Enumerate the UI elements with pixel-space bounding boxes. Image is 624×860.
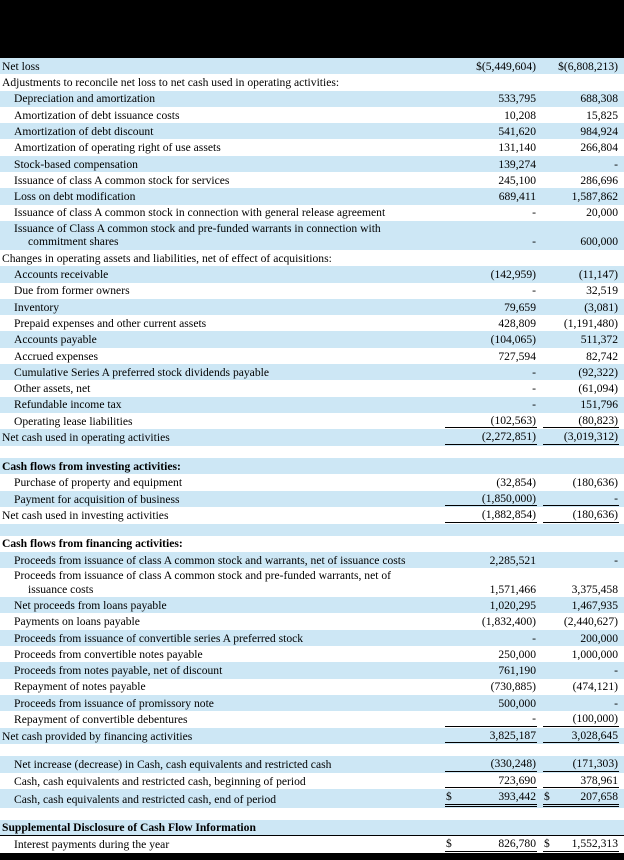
- table-row: [0, 507, 624, 524]
- row-label: Proceeds from issuance of promissory note: [14, 696, 214, 710]
- table-row: [0, 188, 624, 204]
- value-cell: 20,000: [586, 206, 618, 220]
- value-cell: (1,850,000): [445, 492, 537, 507]
- table-row: [0, 536, 624, 552]
- value-cell: -: [532, 206, 536, 220]
- spacer-row: [0, 744, 624, 756]
- table-row: [0, 364, 624, 380]
- table-row: [0, 773, 624, 790]
- row-label: Payment for acquisition of business: [14, 492, 180, 506]
- row-label: Refundable income tax: [14, 398, 122, 412]
- value-cell: (1,882,854): [445, 508, 537, 523]
- value-cell: (180,636): [572, 476, 618, 490]
- dollar-sign: $: [446, 790, 452, 804]
- value-cell: (80,823): [543, 414, 619, 429]
- value-cell: 2,285,521: [489, 553, 536, 567]
- value-cell: 286,696: [580, 173, 618, 187]
- value-cell: 151,796: [580, 398, 618, 412]
- table-row: [0, 820, 624, 837]
- table-row: [0, 380, 624, 396]
- value-cell: 600,000: [580, 235, 618, 249]
- spacer-row: [0, 524, 624, 536]
- row-label: Net increase (decrease) in Cash, cash equivalents and restricted cash: [14, 758, 332, 772]
- value-cell: 15,825: [586, 108, 618, 122]
- row-label-line2: commitment shares: [28, 235, 119, 249]
- value-cell: (102,563): [445, 414, 537, 429]
- row-label: Repayment of convertible debentures: [14, 713, 188, 727]
- row-label: Issuance of class A common stock for services: [14, 173, 230, 187]
- value-cell: 984,924: [580, 124, 618, 138]
- value-cell: 266,804: [580, 141, 618, 155]
- table-row: [0, 630, 624, 646]
- value-cell: [543, 790, 619, 807]
- row-label: Purchase of property and equipment: [14, 476, 183, 490]
- row-label: Loss on debt modification: [14, 190, 136, 204]
- row-label: Net loss: [2, 59, 40, 73]
- row-label: Issuance of Class A common stock and pre-funded warrants in connection with commitment shares: [2, 222, 445, 249]
- value-cell: $(5,449,604): [476, 59, 536, 73]
- row-label: Due from former owners: [14, 284, 130, 298]
- value-cell: 10,208: [504, 108, 536, 122]
- value-cell: 250,000: [498, 647, 536, 661]
- value-cell: -: [614, 157, 618, 171]
- value-cell: (61,094): [578, 382, 618, 396]
- row-label: Issuance of class A common stock in connection with general release agreement: [14, 206, 386, 220]
- row-label: Accounts receivable: [14, 268, 109, 282]
- value-cell: (3,081): [584, 300, 618, 314]
- row-label: Amortization of debt discount: [14, 124, 154, 138]
- value-cell: 200,000: [580, 631, 618, 645]
- row-label: Accounts payable: [14, 333, 97, 347]
- table-row: [0, 568, 624, 597]
- table-row: [0, 139, 624, 155]
- row-label-line2: issuance costs: [28, 582, 94, 596]
- value-cell: 1,020,295: [489, 598, 536, 612]
- value-cell: (1,191,480): [563, 316, 618, 330]
- table-row: [0, 299, 624, 315]
- value-cell: 1,587,862: [571, 190, 618, 204]
- table-row: [0, 491, 624, 508]
- table-row: [0, 711, 624, 728]
- dollar-sign: $: [446, 837, 452, 851]
- row-label: Proceeds from issuance of class A common stock and warrants, net of issuance costs: [14, 553, 406, 567]
- table-row: [0, 679, 624, 695]
- table-row: [0, 429, 624, 446]
- value-cell: -: [532, 631, 536, 645]
- row-label: Cash flows from financing activities:: [2, 537, 183, 551]
- value-cell: (180,636): [543, 508, 619, 523]
- value-cell: (330,248): [445, 757, 537, 772]
- value-cell: 428,809: [498, 316, 536, 330]
- table-row: [0, 266, 624, 282]
- table-row: [0, 74, 624, 90]
- bottom-rule-bar: [0, 853, 624, 860]
- value-cell: (104,065): [490, 333, 536, 347]
- value-cell: $(6,808,213): [558, 59, 618, 73]
- table-row: [0, 756, 624, 773]
- table-row: [0, 552, 624, 568]
- value-cell: -: [543, 492, 619, 507]
- row-label: Amortization of debt issuance costs: [14, 108, 180, 122]
- value-cell: (2,440,627): [563, 615, 618, 629]
- table-row: [0, 458, 624, 474]
- value-cell: -: [532, 398, 536, 412]
- row-label: Proceeds from issuance of convertible series A preferred stock: [14, 631, 304, 645]
- value-cell: 688,308: [580, 92, 618, 106]
- value-cell: 79,659: [504, 300, 536, 314]
- value-cell: 723,690: [445, 774, 537, 789]
- value-cell: (142,959): [490, 268, 536, 282]
- value-cell: -: [532, 235, 536, 249]
- cashflow-rows: [0, 58, 624, 853]
- value-cell: -: [445, 712, 537, 727]
- row-label: Proceeds from convertible notes payable: [14, 647, 203, 661]
- value-cell: -: [614, 696, 618, 710]
- value-cell: (32,854): [496, 476, 536, 490]
- table-row: [0, 695, 624, 711]
- table-row: [0, 221, 624, 250]
- value-cell: 689,411: [498, 190, 536, 204]
- cashflow-table: [0, 58, 624, 853]
- table-row: [0, 123, 624, 139]
- value-cell: 3,825,187: [445, 729, 537, 744]
- row-label: Prepaid expenses and other current assets: [14, 316, 207, 330]
- table-row: [0, 789, 624, 808]
- value-cell: [445, 790, 537, 807]
- table-row: [0, 58, 624, 74]
- value-text: 393,442: [498, 790, 536, 804]
- row-label: Other assets, net: [14, 382, 91, 396]
- table-row: [0, 156, 624, 172]
- value-cell: (2,272,851): [445, 430, 537, 445]
- row-label: Depreciation and amortization: [14, 92, 155, 106]
- value-cell: [445, 837, 537, 852]
- value-cell: (171,303): [543, 757, 619, 772]
- table-row: [0, 413, 624, 430]
- row-label: Proceeds from notes payable, net of discount: [14, 664, 223, 678]
- row-label: Adjustments to reconcile net loss to net cash used in operating activities:: [2, 76, 340, 90]
- row-label: Stock-based compensation: [14, 157, 138, 171]
- value-text: 826,780: [498, 837, 536, 851]
- table-row: [0, 250, 624, 266]
- value-cell: 82,742: [586, 349, 618, 363]
- spacer-row: [0, 446, 624, 458]
- table-row: [0, 836, 624, 853]
- value-cell: -: [614, 553, 618, 567]
- value-cell: 245,100: [498, 173, 536, 187]
- table-row: [0, 205, 624, 221]
- dollar-sign: $: [544, 790, 550, 804]
- table-row: [0, 397, 624, 413]
- row-label: Proceeds from issuance of class A common stock and pre-funded warrants, net of issuance costs: [2, 569, 445, 596]
- value-cell: 727,594: [498, 349, 536, 363]
- top-redaction-bar: [0, 0, 624, 58]
- value-cell: (100,000): [543, 712, 619, 727]
- table-row: [0, 172, 624, 188]
- row-label: Accrued expenses: [14, 349, 99, 363]
- value-cell: 3,028,645: [543, 729, 619, 744]
- table-row: [0, 646, 624, 662]
- row-label: Net cash used in operating activities: [2, 431, 170, 445]
- table-row: [0, 348, 624, 364]
- row-label: Net cash used in investing activities: [2, 509, 169, 523]
- value-cell: [543, 837, 619, 852]
- table-row: [0, 107, 624, 123]
- value-cell: -: [532, 365, 536, 379]
- table-row: [0, 728, 624, 745]
- row-label: Payments on loans payable: [14, 615, 140, 629]
- value-cell: -: [532, 382, 536, 396]
- spacer-row: [0, 808, 624, 820]
- value-cell: 139,274: [498, 157, 536, 171]
- table-row: [0, 597, 624, 613]
- row-label: Net cash provided by financing activities: [2, 729, 193, 743]
- table-row: [0, 91, 624, 107]
- value-cell: 1,571,466: [489, 582, 536, 596]
- value-cell: 761,190: [498, 664, 536, 678]
- table-row: [0, 613, 624, 629]
- table-row: [0, 283, 624, 299]
- value-text: 1,552,313: [571, 837, 618, 851]
- row-label: Cash, cash equivalents and restricted cash, end of period: [14, 793, 277, 807]
- value-cell: 1,000,000: [571, 647, 618, 661]
- table-row: [0, 662, 624, 678]
- row-label: Cash, cash equivalents and restricted cash, beginning of period: [14, 774, 306, 788]
- table-row: [0, 331, 624, 347]
- value-cell: (474,121): [572, 680, 618, 694]
- value-cell: (730,885): [490, 680, 536, 694]
- table-row: [0, 474, 624, 490]
- row-label: Repayment of notes payable: [14, 680, 146, 694]
- value-cell: 533,795: [498, 92, 536, 106]
- value-text: 207,658: [580, 790, 618, 804]
- value-cell: (11,147): [578, 268, 618, 282]
- value-cell: (3,019,312): [543, 430, 619, 445]
- value-cell: 1,467,935: [571, 598, 618, 612]
- row-label: Inventory: [14, 300, 60, 314]
- row-label: Cumulative Series A preferred stock dividends payable: [14, 365, 269, 379]
- value-cell: 511,372: [580, 333, 618, 347]
- row-label: Changes in operating assets and liabilities, net of effect of acquisitions:: [2, 251, 332, 265]
- value-cell: -: [614, 664, 618, 678]
- value-cell: 32,519: [586, 284, 618, 298]
- row-label: Cash flows from investing activities:: [2, 459, 181, 473]
- value-cell: 378,961: [543, 774, 619, 789]
- value-cell: (92,322): [578, 365, 618, 379]
- value-cell: 3,375,458: [571, 582, 618, 596]
- row-label: Net proceeds from loans payable: [14, 598, 167, 612]
- row-label: Interest payments during the year: [14, 838, 170, 852]
- value-cell: -: [532, 284, 536, 298]
- table-row: [0, 315, 624, 331]
- value-cell: (1,832,400): [481, 615, 536, 629]
- row-label: Amortization of operating right of use assets: [14, 141, 221, 155]
- row-label: Supplemental Disclosure of Cash Flow Information: [2, 820, 256, 834]
- dollar-sign: $: [544, 837, 550, 851]
- value-cell: 131,140: [498, 141, 536, 155]
- value-cell: 500,000: [498, 696, 536, 710]
- value-cell: 541,620: [498, 124, 536, 138]
- row-label: Operating lease liabilities: [14, 414, 133, 428]
